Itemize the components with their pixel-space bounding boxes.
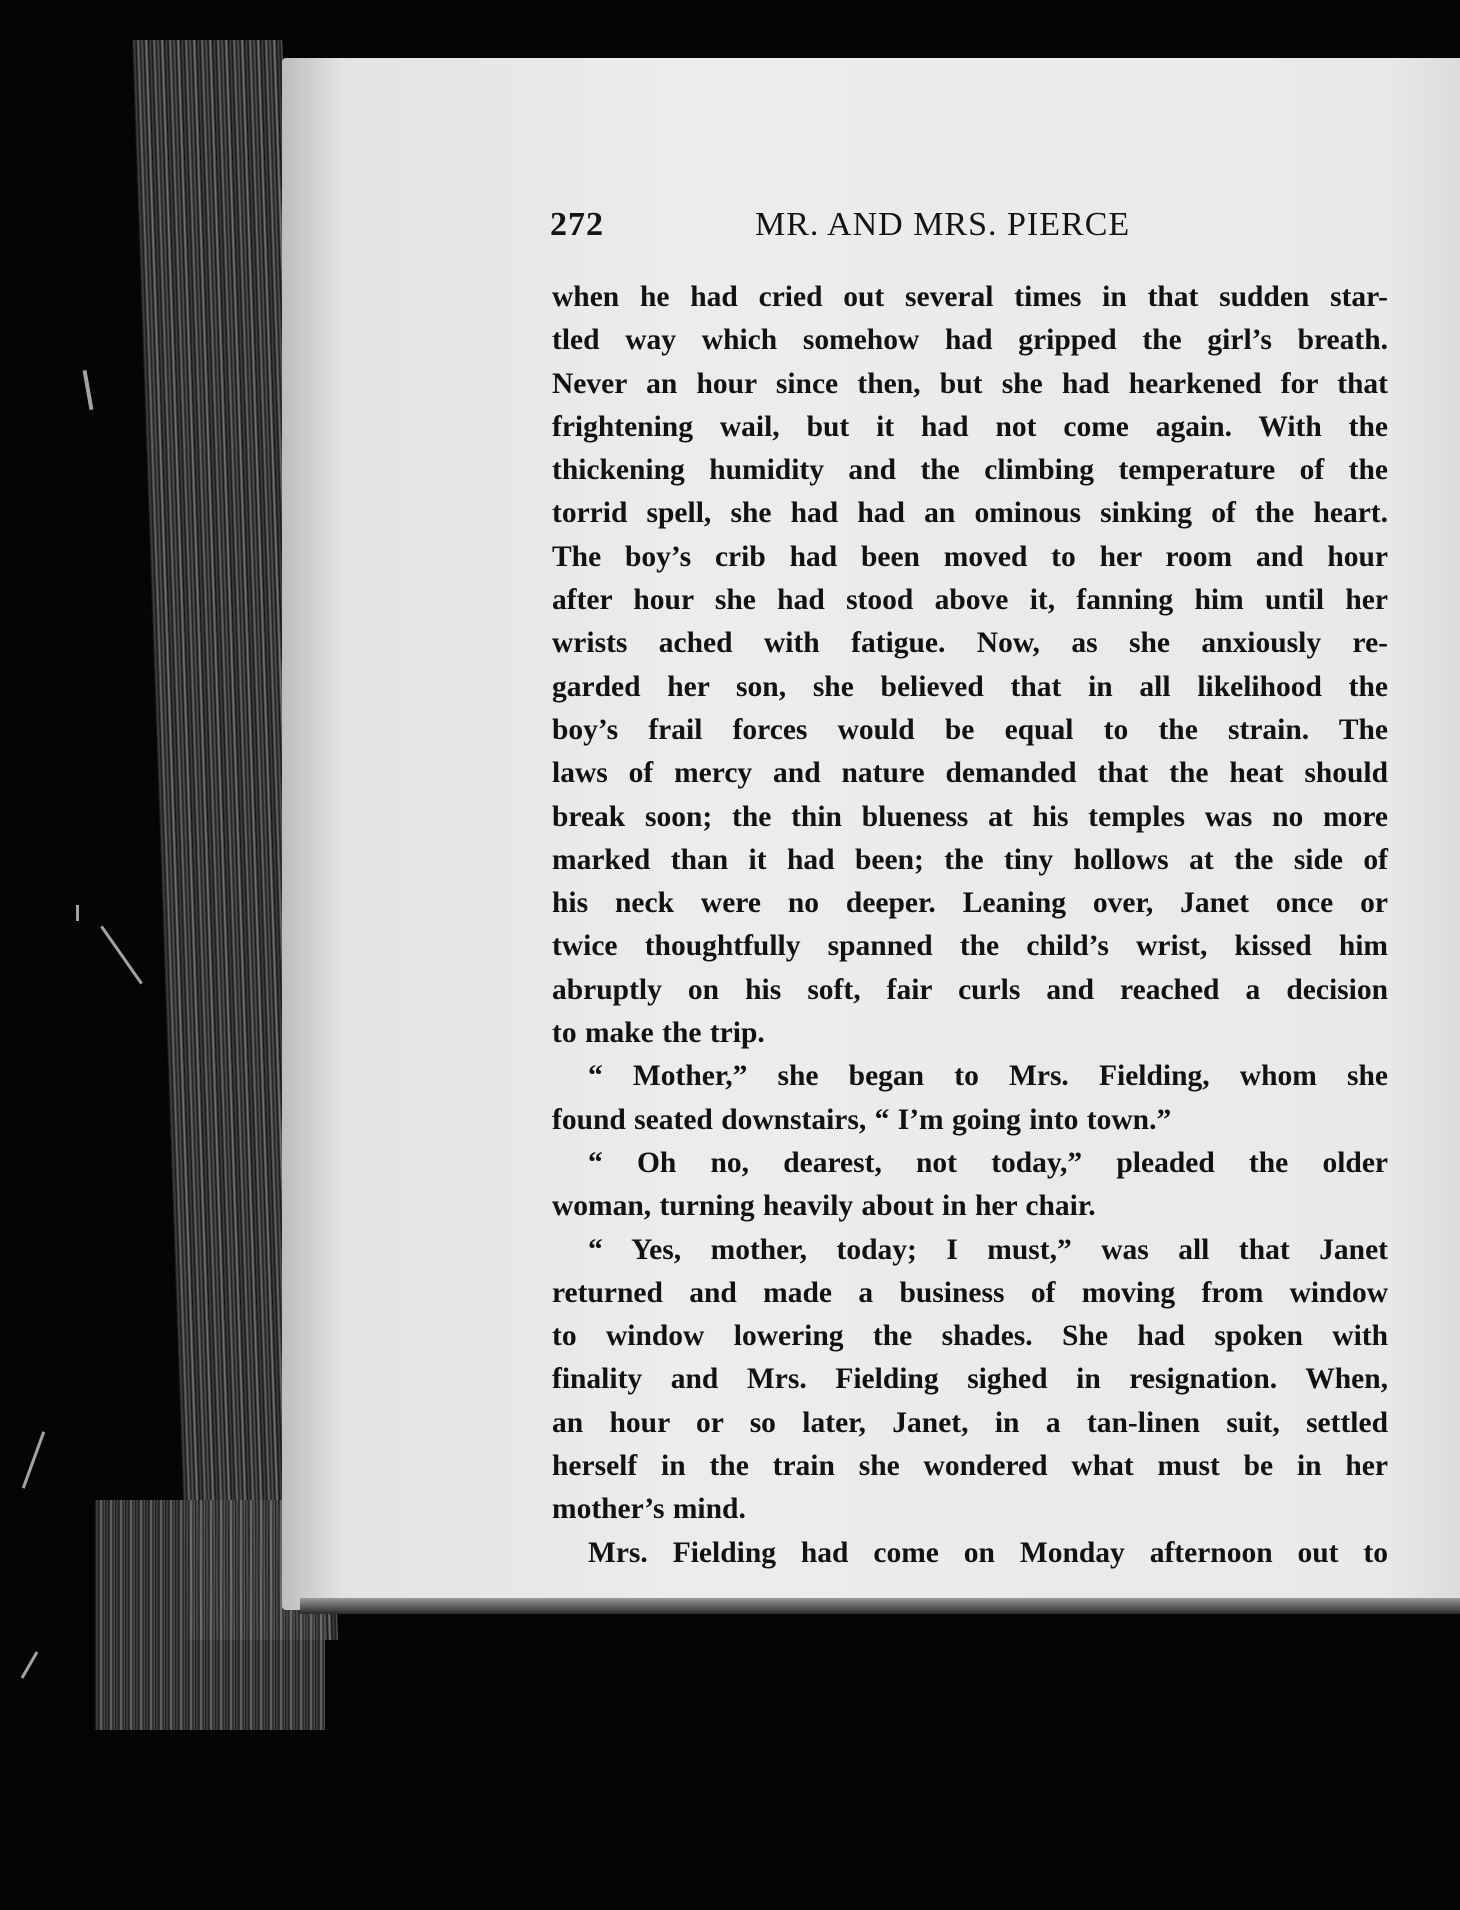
text-line: “ Yes, mother, today; I must,” was all that Janet <box>588 1233 1388 1266</box>
text-line: herself in the train she wondered what must be in her <box>552 1450 1388 1483</box>
text-line: to window lowering the shades. She had spoken with <box>552 1320 1388 1353</box>
text-line: when he had cried out several times in that sudden star- <box>552 281 1388 313</box>
text-line: frightening wail, but it had not come again. With the <box>552 410 1388 443</box>
page-number: 272 <box>550 206 604 243</box>
text-line: after hour she had stood above it, fanning him until her <box>552 584 1388 617</box>
text-line: abruptly on his soft, fair curls and reached a decision <box>552 973 1388 1006</box>
gutter-mark <box>21 1651 39 1678</box>
text-line: torrid spell, she had had an ominous sinking of the heart. <box>552 497 1388 530</box>
text-line: “ Mother,” she began to Mrs. Fielding, whom she <box>588 1060 1388 1093</box>
text-line: tled way which somehow had gripped the girl’s breath. <box>552 324 1388 357</box>
body-text <box>552 276 1388 1575</box>
text-line: Mrs. Fielding had come on Monday afternoon out to <box>588 1536 1388 1569</box>
gutter-mark <box>83 370 94 410</box>
text-line: “ Oh no, dearest, not today,” pleaded the older <box>588 1146 1388 1179</box>
text-line: laws of mercy and nature demanded that the heat should <box>552 757 1388 790</box>
text-line: to make the trip. <box>552 1017 765 1050</box>
text-line: wrists ached with fatigue. Now, as she anxiously re- <box>552 627 1388 660</box>
text-line: marked than it had been; the tiny hollows at the side of <box>552 843 1388 876</box>
text-line: twice thoughtfully spanned the child’s wrist, kissed him <box>552 930 1388 963</box>
text-line: his neck were no deeper. Leaning over, Janet once or <box>552 887 1388 920</box>
running-head: MR. AND MRS. PIERCE <box>755 206 1131 243</box>
text-line: The boy’s crib had been moved to her room and hour <box>552 540 1388 573</box>
gutter-mark <box>22 1431 45 1488</box>
text-line: an hour or so later, Janet, in a tan-linen suit, settled <box>552 1406 1388 1439</box>
text-line: thickening humidity and the climbing temperature of the <box>552 454 1388 487</box>
gutter-mark <box>76 905 79 921</box>
text-line: break soon; the thin blueness at his temples was no more <box>552 800 1388 833</box>
text-line: mother’s mind. <box>552 1493 746 1526</box>
page-bottom-edge <box>300 1598 1460 1614</box>
text-line: boy’s frail forces would be equal to the strain. The <box>552 713 1388 746</box>
page-header <box>550 206 1390 256</box>
text-line: found seated downstairs, “ I’m going into town.” <box>552 1103 1172 1136</box>
text-line: garded her son, she believed that in all likelihood the <box>552 670 1388 703</box>
gutter-mark <box>100 925 143 984</box>
text-line: woman, turning heavily about in her chair. <box>552 1190 1096 1223</box>
text-line: finality and Mrs. Fielding sighed in resignation. When, <box>552 1363 1388 1396</box>
text-line: returned and made a business of moving from window <box>552 1276 1388 1309</box>
text-line: Never an hour since then, but she had hearkened for that <box>552 367 1388 400</box>
